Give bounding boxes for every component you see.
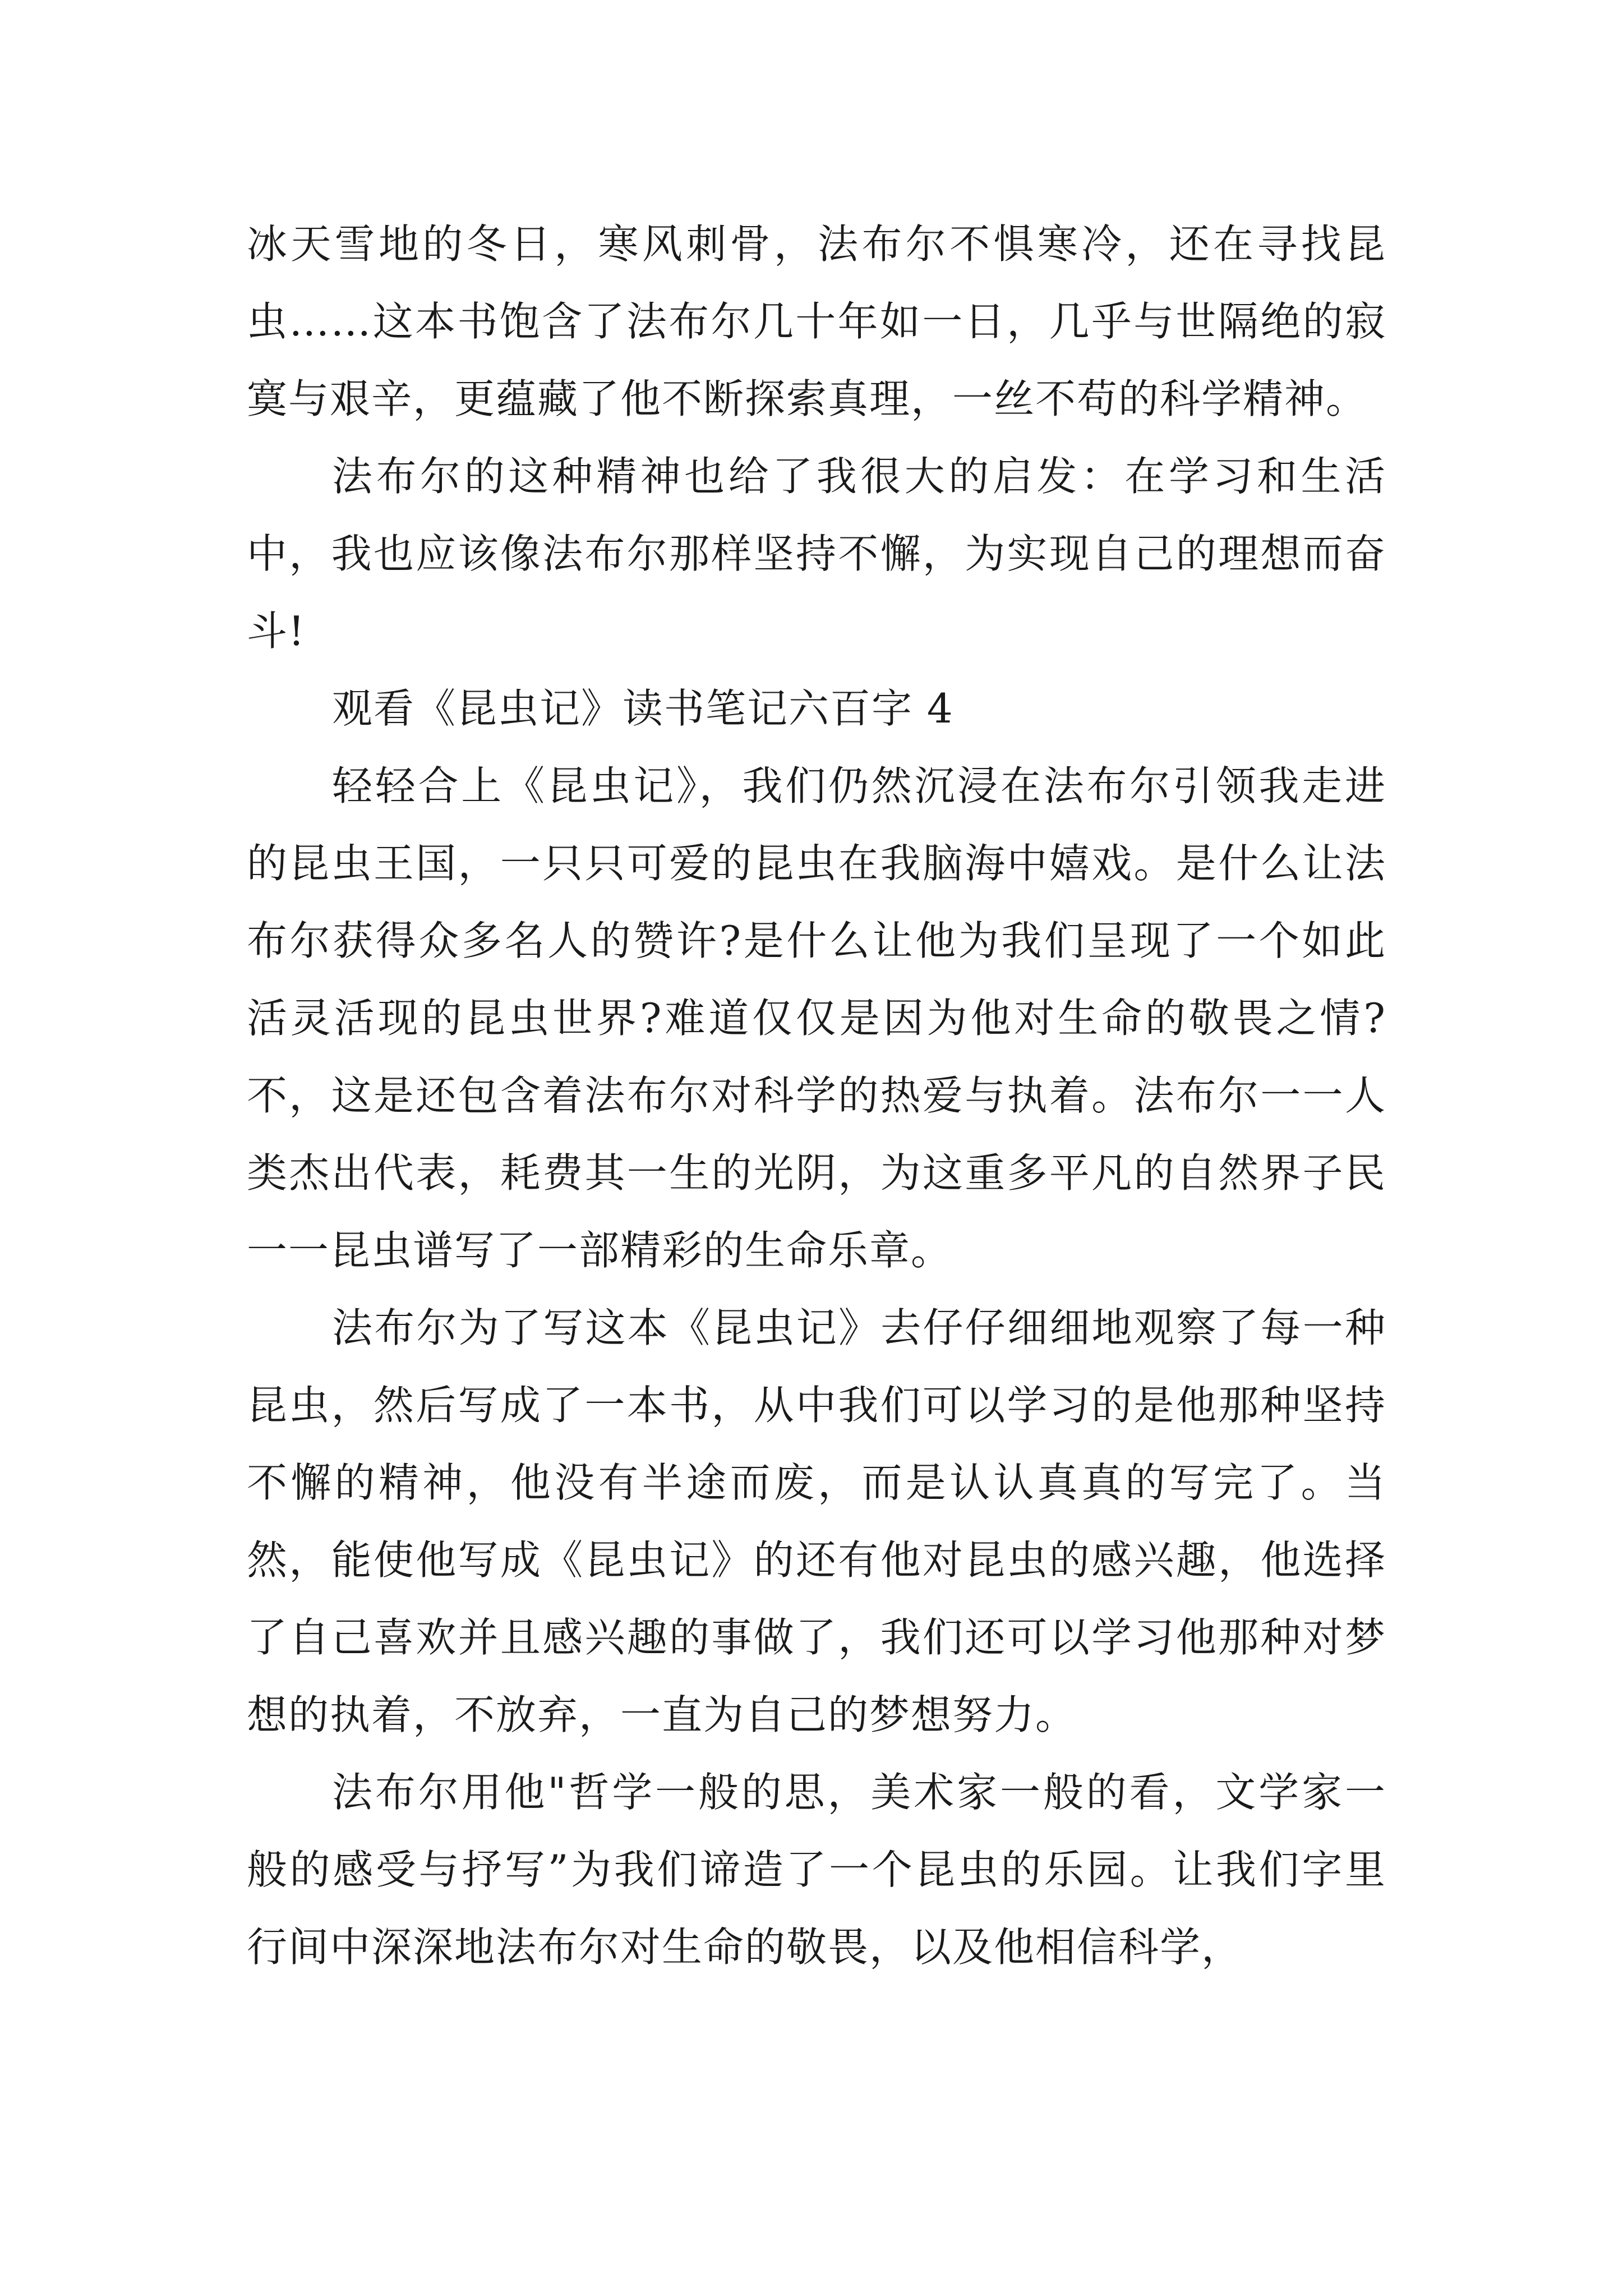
document-body bbox=[247, 205, 1386, 1986]
paragraph-1: 冰天雪地的冬日，寒风刺骨，法布尔不惧寒冷，还在寻找昆虫……这本书饱含了法布尔几十年如一日，几乎与世隔绝的寂寞与艰辛，更蕴藏了他不断探索真理，一丝不苟的科学精神。 bbox=[247, 220, 1386, 422]
paragraph-2: 法布尔的这种精神也给了我很大的启发：在学习和生活中，我也应该像法布尔那样坚持不懈，为实现自己的理想而奋斗! bbox=[247, 453, 1386, 655]
paragraph-5: 法布尔用他"哲学一般的思，美术家一般的看，文学家一般的感受与抒写”为我们谛造了一个昆虫的乐园。让我们字里行间中深深地法布尔对生命的敬畏，以及他相信科学， bbox=[247, 1769, 1386, 1971]
paragraph-4: 法布尔为了写这本《昆虫记》去仔仔细细地观察了每一种昆虫，然后写成了一本书，从中我们可以学习的是他那种坚持不懈的精神，他没有半途而废，而是认认真真的写完了。当然，能使他写成《昆虫记》的还有他对昆虫的感兴趣，他选择了自己喜欢并且感兴趣的事做了，我们还可以学习他那种对梦想的执着，不放弃，一直为自己的梦想努力。 bbox=[247, 1304, 1386, 1738]
paragraph-3: 轻轻合上《昆虫记》，我们仍然沉浸在法布尔引领我走进的昆虫王国，一只只可爱的昆虫在我脑海中嬉戏。是什么让法布尔获得众多名人的赞许?是什么让他为我们呈现了一个如此活灵活现的昆虫世界?难道仅仅是因为他对生命的敬畏之情?不，这是还包含着法布尔对科学的热爱与执着。法布尔一一人类杰出代表，耗费其一生的光阴，为这重多平凡的自然界子民一一昆虫谱写了一部精彩的生命乐章。 bbox=[247, 762, 1386, 1274]
section-heading: 观看《昆虫记》读书笔记六百字 4 bbox=[332, 685, 954, 732]
